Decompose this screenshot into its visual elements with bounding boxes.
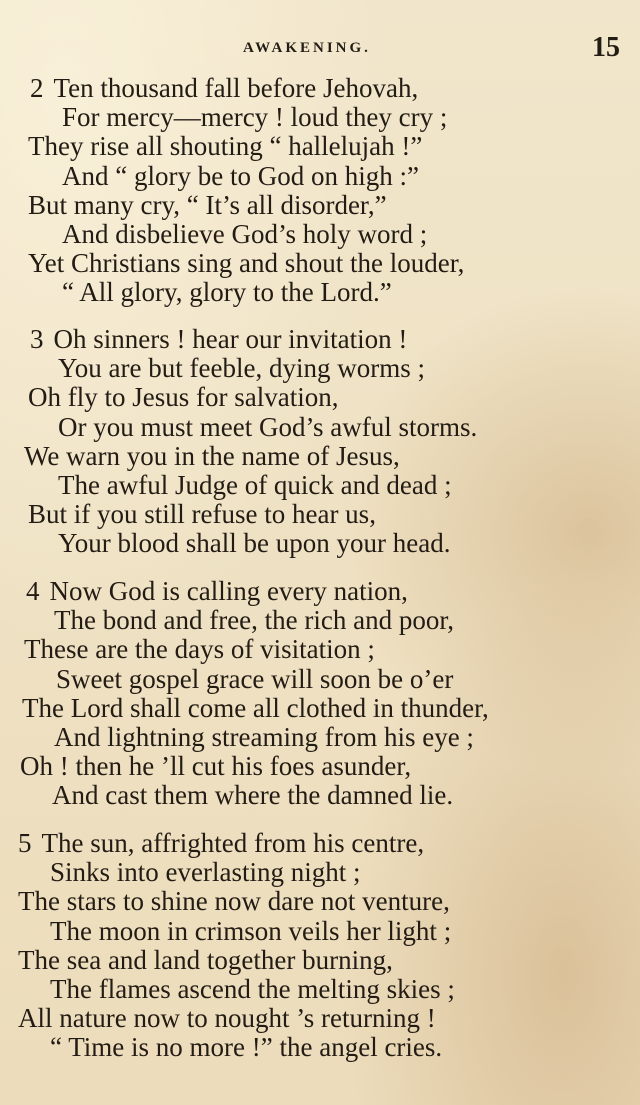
verse-text: Ten thousand fall before Jehovah, [53,73,419,103]
verse-line [18,946,393,975]
stanza-number: 2 [30,73,44,103]
verse-line [54,723,474,752]
verse-text: The bond and free, the rich and poor, [54,605,455,636]
verse-line [62,103,447,132]
verse-text: Oh fly to Jesus for salvation, [28,382,339,413]
verse-line [50,917,451,946]
verse-line [30,325,407,354]
verse-text: The flames ascend the melting skies ; [50,974,455,1004]
verse-line [28,500,376,529]
verse-text: “ Time is no more !” the angel cries. [50,1032,443,1063]
verse-line [18,1004,436,1033]
verse-line [22,694,489,723]
verse-text: “ All glory, glory to the Lord.” [62,277,392,308]
verse-line [58,413,477,442]
verse-line [24,635,375,664]
verse-text: All nature now to nought ’s returning ! [18,1003,436,1034]
verse-line [18,887,450,916]
verse-text: And “ glory be to God on high :” [62,160,419,191]
verse-line [28,191,387,220]
verse-text: Your blood shall be upon your head. [58,528,451,559]
verse-text: They rise all shouting “ hallelujah !” [28,131,423,162]
verse-text: The awful Judge of quick and dead ; [58,470,452,500]
verse-line [58,529,450,558]
verse-text: The sun, affrighted from his centre, [41,828,425,858]
verse-line [50,858,361,887]
verse-text: And cast them where the damned lie. [52,780,454,811]
verse-line [28,132,422,161]
stanza-number: 4 [26,576,40,606]
verse-text: Oh ! then he ’ll cut his foes asunder, [20,751,412,782]
verse-line [56,665,453,694]
verse-text: The stars to shine now dare not venture, [18,886,450,917]
verse-line [30,74,418,103]
running-head [0,32,640,63]
verse-line [28,249,464,278]
verse-text: These are the days of visitation ; [24,634,375,665]
page-number: 15 [592,32,620,63]
verse-text: Now God is calling every nation, [49,576,408,606]
verse-text: Sweet gospel grace will soon be o’er [56,663,454,694]
verse-line [62,220,427,249]
verse-text: You are but feeble, dying worms ; [58,353,425,384]
verse-text: The moon in crimson veils her light ; [50,915,452,946]
verse-line [28,383,338,412]
verse-text: And lightning streaming from his eye ; [54,722,474,752]
verse-text: Or you must meet God’s awful storms. [58,411,478,442]
verse-text: We warn you in the name of Jesus, [24,440,400,471]
verse-text: The Lord shall come all clothed in thunder, [22,692,489,723]
verse-line [50,975,455,1004]
verse-line [52,781,453,810]
stanza-number: 3 [30,324,44,354]
verse-text: And disbelieve God’s holy word ; [62,219,428,249]
verse-text: Oh sinners ! hear our invitation ! [53,324,408,354]
verse-text: But many cry, “ It’s all disorder,” [28,189,387,220]
verse-line [24,442,400,471]
verse-line [50,1033,442,1062]
verse-text: For mercy—mercy ! loud they cry ; [62,102,448,133]
verse-text: The sea and land together burning, [18,944,393,975]
verse-line [20,752,411,781]
verse-text: Sinks into everlasting night ; [50,857,361,888]
verse-line [54,606,454,635]
verse-line [62,278,392,307]
running-title: AWAKENING. [243,40,371,56]
verse-line [26,577,408,606]
verse-text: Yet Christians sing and shout the louder, [28,248,465,279]
verse-line [58,471,452,500]
verse-line [58,354,425,383]
verse-line [62,162,419,191]
stanza-number: 5 [18,828,32,858]
verse-text: But if you still refuse to hear us, [28,499,376,530]
verse-line [18,829,424,858]
